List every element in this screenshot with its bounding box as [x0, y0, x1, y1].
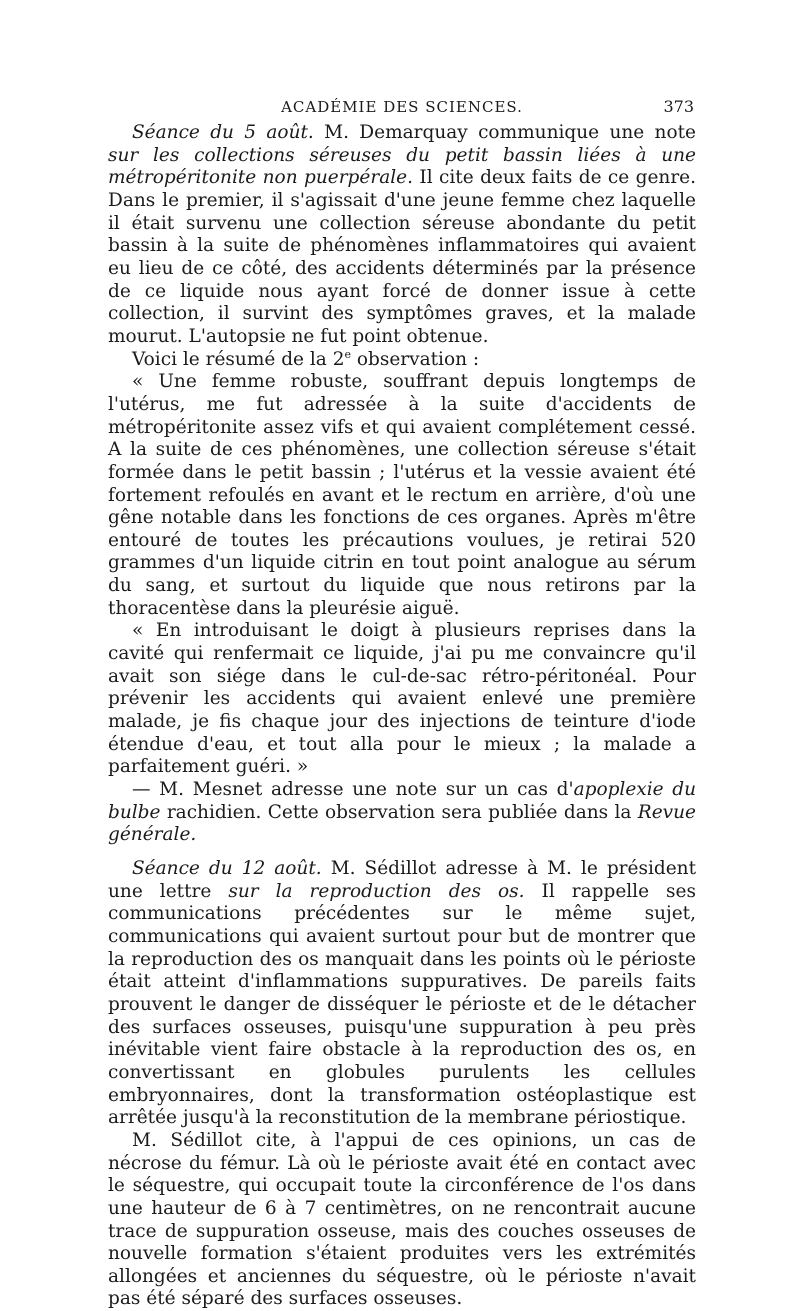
book-page	[108, 96, 696, 1311]
paragraph-text: rachidien. Cette observation sera publiée dans la	[160, 801, 638, 823]
paragraph-text: Voici le résumé de la 2	[132, 348, 345, 370]
paragraph-observation-continued: « En introduisant le doigt à plusieurs reprises dans la cavité qui renfermait ce liquide, j'ai pu me convaincre qu'il avait son siége dans le cul-de-sac rétro-péritonéal. Pour prévenir les accidents qui avaient enlevé une première malade, je fis chaque jour des injections de teinture d'iode étendue d'eau, et tout alla pour le mieux ; la malade a parfaitement guéri. »	[108, 620, 696, 778]
paragraph-text: M. Sédillot adresse à M. le président une lettre	[108, 858, 696, 902]
paragraph-text: — M. Mesnet adresse une note sur un cas d'	[132, 779, 574, 801]
paragraph-text: observation :	[350, 348, 480, 370]
paragraph-text: M. Demarquay communique une note	[313, 122, 696, 143]
journal-title: Revue générale.	[108, 801, 696, 846]
paragraph-mesnet	[108, 779, 696, 847]
letter-title: sur la reproduction des os.	[228, 880, 525, 902]
ordinal-superscript: e	[344, 347, 351, 361]
paragraph-text: Il rappelle ses communications précédentes sur le même sujet, communications qui avaient surtout pour but de montrer que la reproduction des os manquait dans les points où le périoste était atteint d'inflammations suppuratives. De pareils faits prouvent le danger de disséquer le périoste et de le détacher des surfaces osseuses, puisqu'une suppuration à peu près inévitable vient faire obstacle à la reproduction des os, en convertissant en globules purulents les cellules embryonnaires, dont la transformation ostéoplastique est arrêtée jusqu'à la reconstitution de la membrane périostique.	[108, 880, 696, 1129]
paragraph-sedillot-case: M. Sédillot cite, à l'appui de ces opinions, un cas de nécrose du fémur. Là où le périoste avait été en contact avec le séquestre, qui occupait toute la circonférence de l'os dans une hauteur de 6 à 7 centimètres, on ne rencontrait aucune trace de suppuration osseuse, mais des couches osseuses de nouvelle formation s'étaient produites vers les extrémités allongées et anciennes du séquestre, où le périoste n'avait pas été séparé des surfaces osseuses.	[108, 1129, 696, 1310]
session-date: Séance du 5 août.	[132, 122, 314, 143]
paragraph-observation: « Une femme robuste, souffrant depuis longtemps de l'utérus, me fut adressée à la suite d'accidents de métropéritonite assez vifs et qui avaient complétement cessé. A la suite de ces phénomènes, une collection séreuse s'était formée dans le petit bassin ; l'utérus et la vessie avaient été fortement refoulés en avant et le rectum en arrière, d'où une gêne notable dans les fonctions de ces organes. Après m'être entouré de toutes les précautions voulues, je retirai 520 grammes d'un liquide citrin en tout point analogue au sérum du sang, et surtout du liquide que nous retirons par la thoracentèse dans la pleurésie aiguë.	[108, 371, 696, 619]
paragraph-text: Il cite deux faits de ce genre. Dans le premier, il s'agissait d'une jeune femme chez laquelle il était survenu une collection séreuse abondante du petit bassin à la suite de phénomènes inflammatoires qui avaient eu lieu de ce côté, des accidents déterminés par la présence de ce liquide nous ayant forcé de donner issue à cette collection, il survint des symptômes graves, et la malade mourut. L'autopsie ne fut point obtenue.	[108, 167, 697, 347]
paragraph-demarquay	[108, 122, 696, 349]
page-header	[108, 96, 696, 122]
paragraph-summary-intro	[108, 349, 696, 372]
note-title: sur les collections séreuses du petit bassin liées à une métropéritonite non puerpérale.	[108, 144, 696, 189]
session-date: Séance du 12 août.	[132, 858, 322, 879]
running-title: ACADÉMIE DES SCIENCES.	[281, 98, 523, 116]
paragraph-sedillot	[108, 858, 696, 1130]
note-title: apoplexie du bulbe	[108, 779, 697, 823]
page-number: 373	[663, 97, 694, 116]
